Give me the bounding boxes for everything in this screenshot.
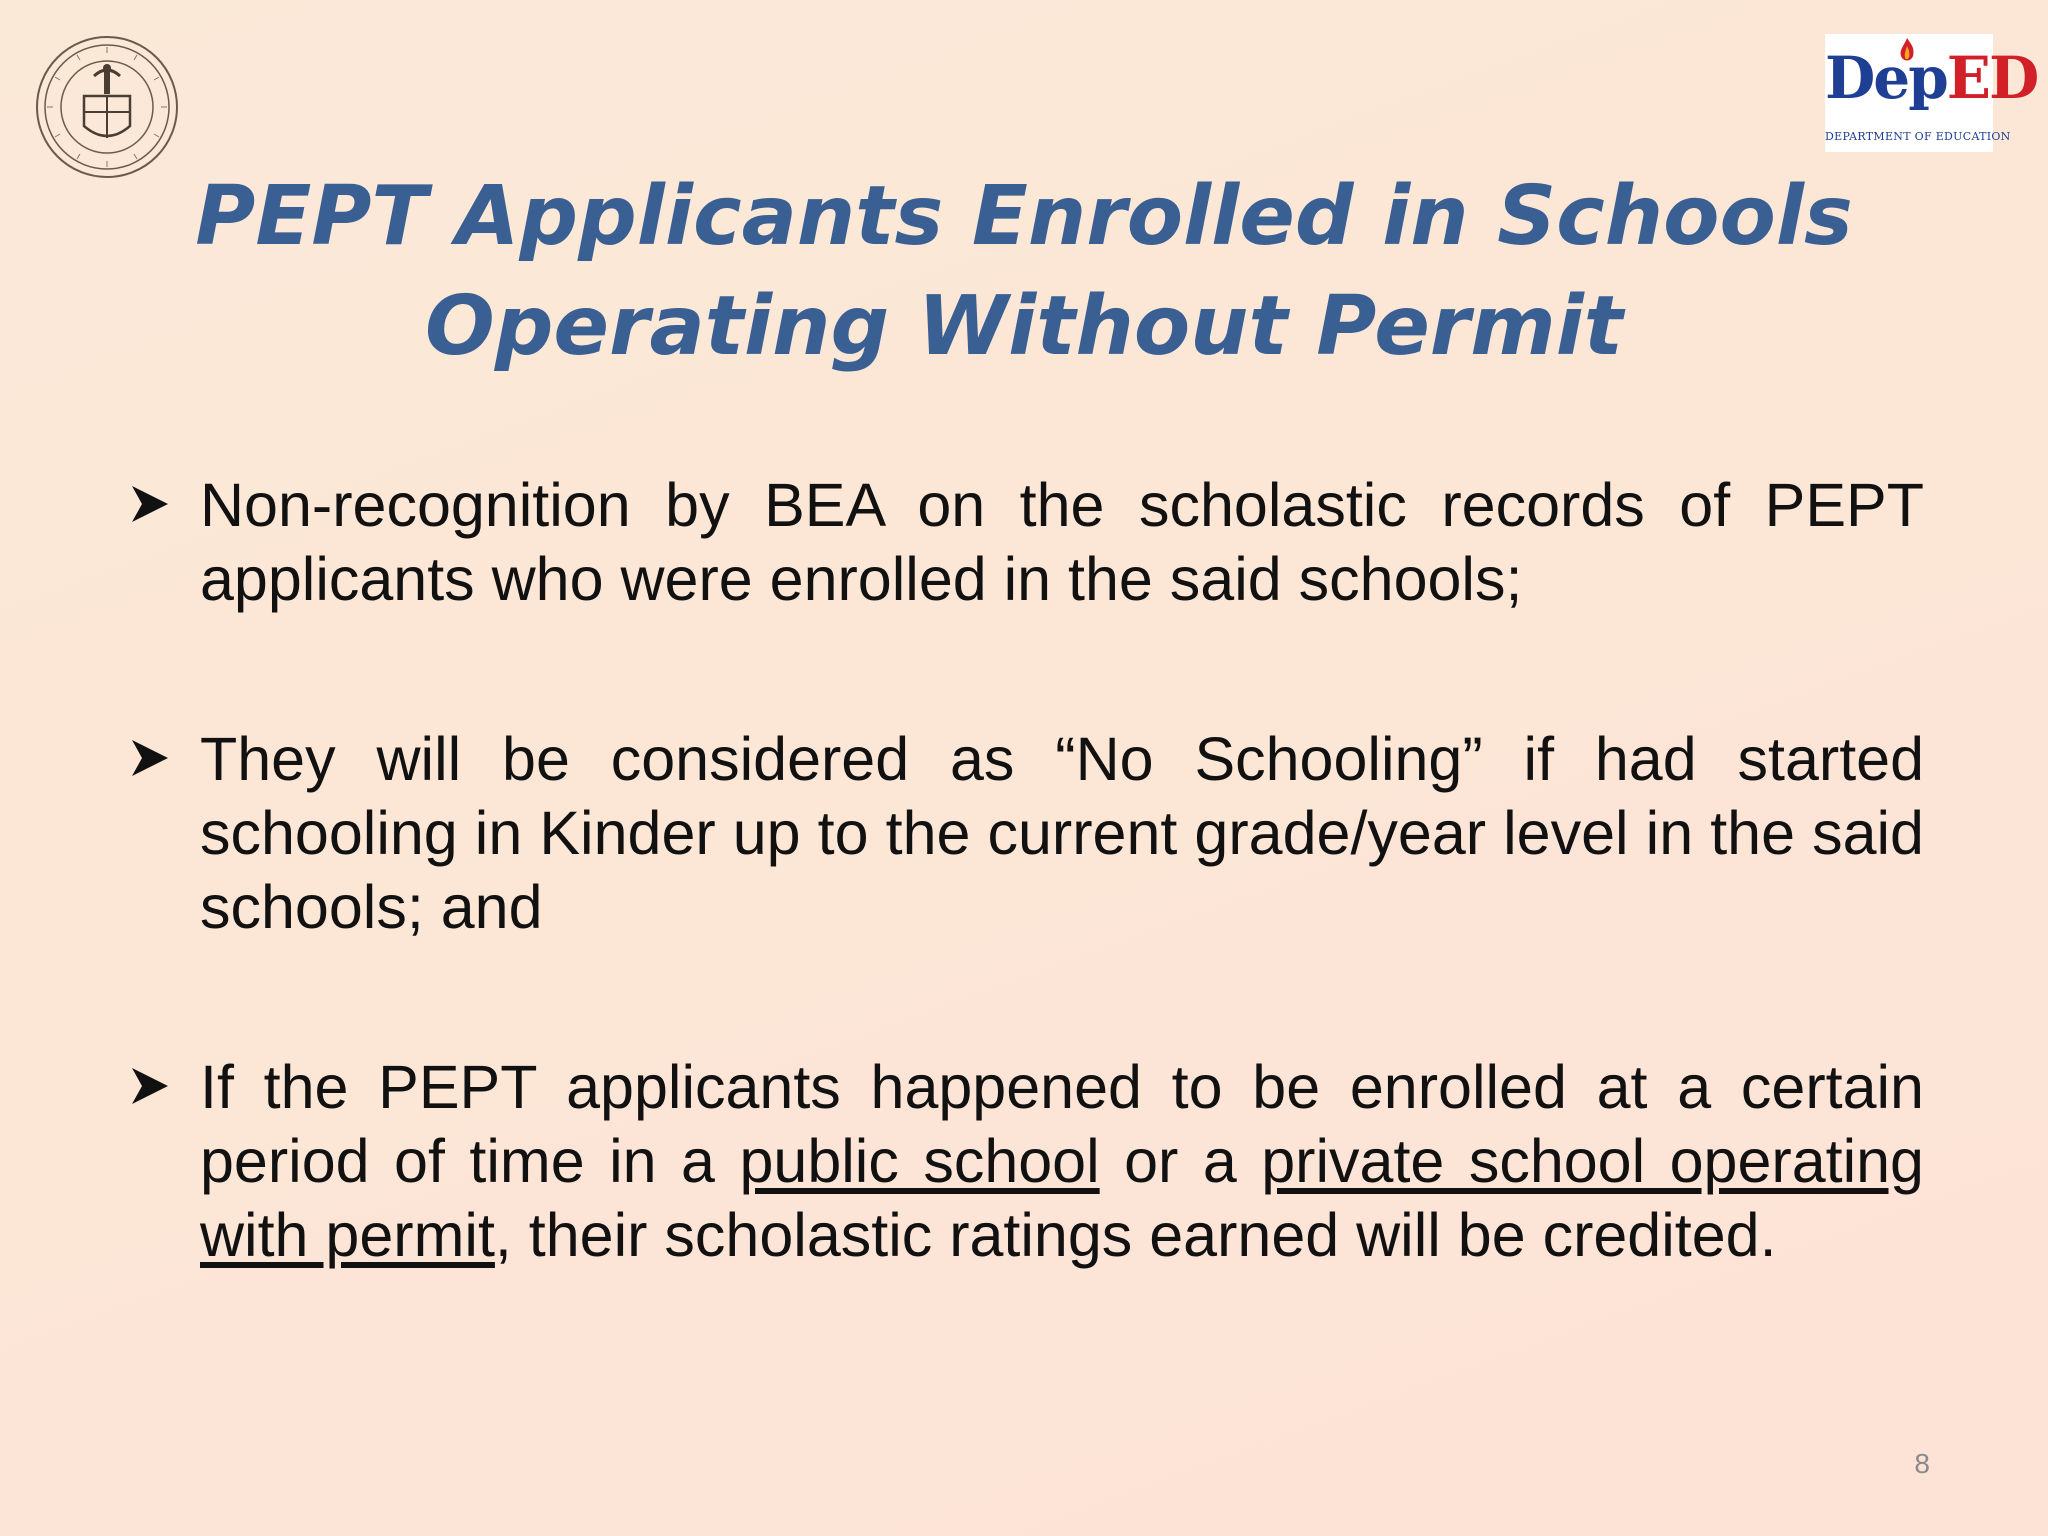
bullet-text-1: Non-recognition by BEA on the scholastic records of PEPT applicants who were enrolled in the said schools; bbox=[200, 471, 1924, 613]
page-number: 8 bbox=[1914, 1448, 1930, 1479]
slide-title-line-2: Operating Without Permit bbox=[424, 279, 1623, 374]
bullet-list bbox=[124, 468, 1924, 1272]
slide-title bbox=[120, 162, 1928, 382]
deped-logo bbox=[1825, 34, 2038, 152]
bullet-text-3-start: If the PEPT applicants happened to be enrolled at a certain period of time in a bbox=[200, 1053, 1924, 1195]
deped-logo-dep: Dep bbox=[1825, 44, 1947, 112]
bullet-text-3-middle: or a bbox=[1099, 1127, 1262, 1195]
bullet-text-3-end: , their scholastic ratings earned will be credited. bbox=[494, 1201, 1777, 1269]
bullet-item-3 bbox=[124, 1050, 1924, 1272]
arrowhead-bullet-icon bbox=[128, 1064, 172, 1108]
arrowhead-bullet-icon bbox=[128, 736, 172, 780]
underlined-private-school-with-permit: private school operating with permit bbox=[200, 1127, 1924, 1269]
seal-icon bbox=[34, 34, 180, 180]
slide-title-line-1: PEPT Applicants Enrolled in Schools bbox=[195, 169, 1853, 264]
arrowhead-bullet-icon bbox=[128, 482, 172, 526]
underlined-public-school: public school bbox=[739, 1127, 1100, 1195]
deped-logo-subtitle: DEPARTMENT OF EDUCATION bbox=[1825, 130, 2011, 143]
bullet-item-1 bbox=[124, 468, 1924, 616]
deped-logo-ed: ED bbox=[1946, 44, 2038, 112]
bullet-text-2: They will be considered as “No Schooling” if had started schooling in Kinder up to the current grade/year level in the said schools; and bbox=[200, 725, 1924, 941]
deped-logo-word bbox=[1825, 44, 2038, 112]
bullet-item-2 bbox=[124, 722, 1924, 944]
